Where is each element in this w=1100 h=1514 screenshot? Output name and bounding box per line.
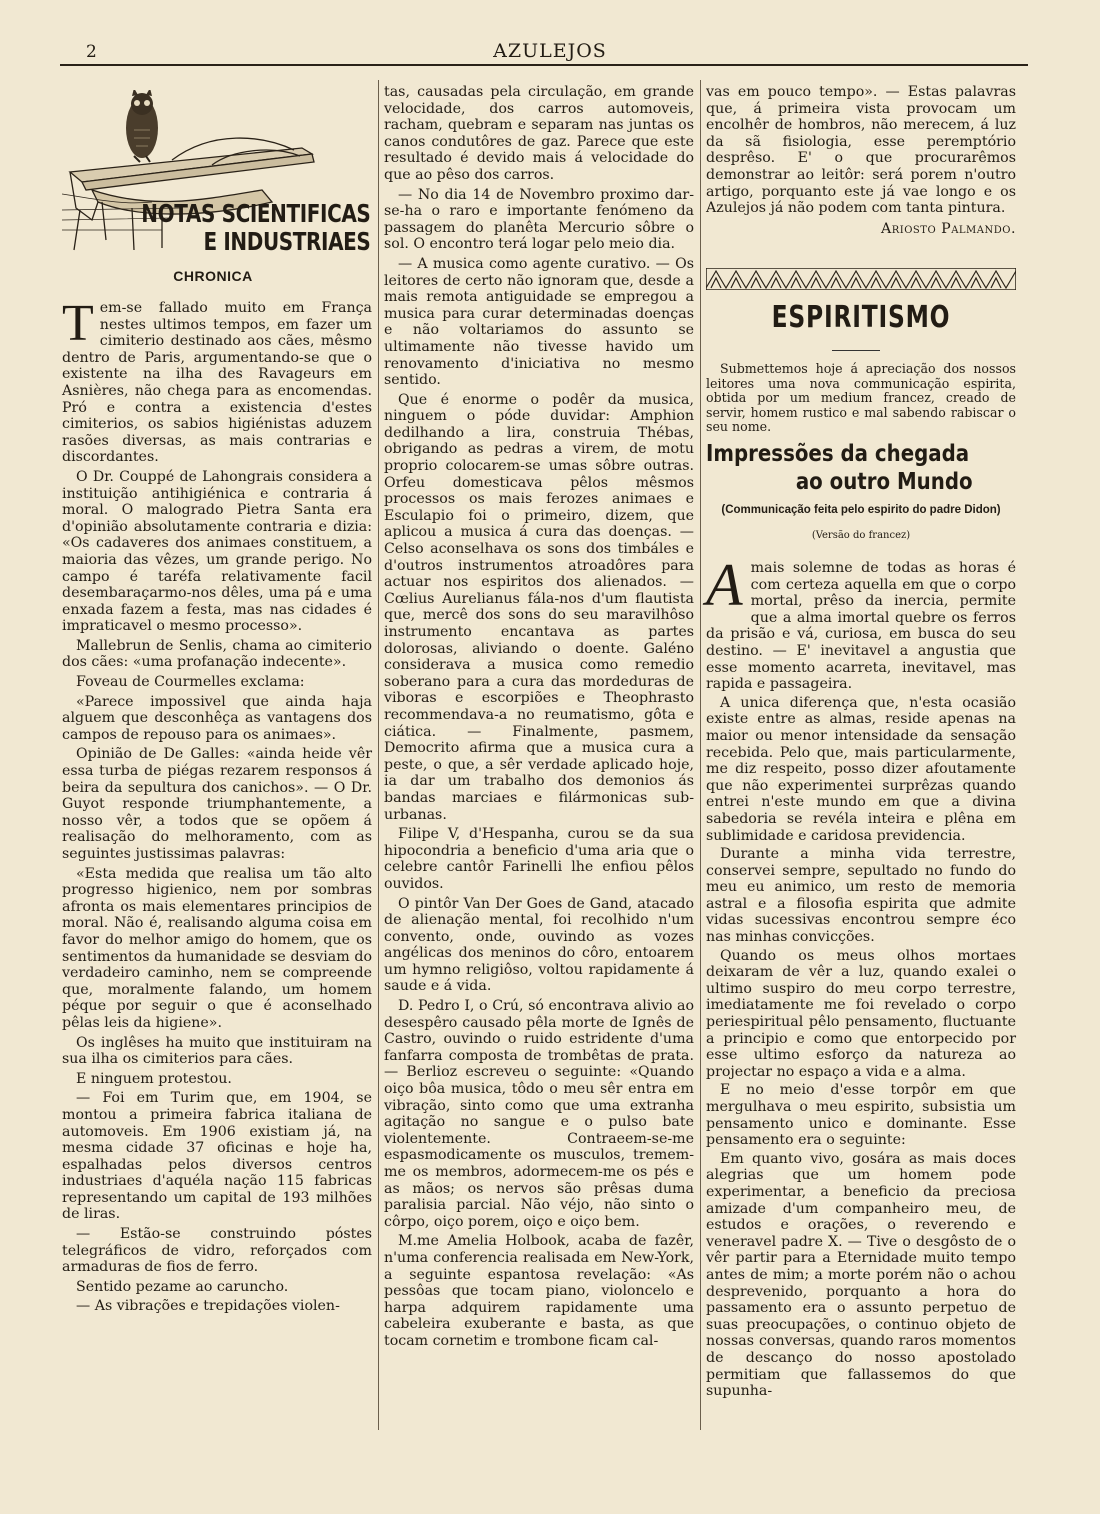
paragraph: Durante a minha vida terrestre, conservei sempre, sepultado no fundo do meu eu animico, um resto de memoria astral e a filosofia espirita que admite vidas sucessivas encontrou sempre éco nas minhas convicções. [706, 846, 1016, 946]
separator-rule [832, 350, 880, 351]
article-title-line: ao outro Mundo [795, 469, 973, 495]
paragraph [706, 552, 1016, 693]
communication-note: (Communicação feita pelo espirito do padre Didon) [721, 504, 1001, 516]
paragraph: «Parece impossivel que ainda haja alguem que desconhêça as vantagens dos campos de repouso para os animaes». [62, 693, 372, 743]
header-rule [60, 64, 1028, 66]
paragraph: — A musica como agente curativo. — Os leitores de certo não ignoram que, desde a mais remota antiguidade se empregou a musica para curar determinadas doenças e não voltariamos do assunto se ultimamente não tivesse havido um renovamento d'iniciativa no mesmo sentido. [384, 255, 694, 389]
paragraph: — As vibrações e trepidações violen- [76, 1298, 340, 1315]
paragraph-text: em-se fallado muito em França nestes ultimos tempos, em fazer um cimiterio destinado aos cães, mêsmo dentro de Paris, argumentando-se que o existente na ilha des Ravageurs em Asnières, não chega para as encomendas. Pró e contra a existencia d'estes cimiterios, os sabios higiénistas aduzem rasões diversas, as mais contrarias e discordantes. [62, 300, 372, 466]
drop-cap: T [62, 295, 94, 352]
paragraph: tas, causadas pela circulação, em grande velocidade, dos carros automoveis, racham, quebram e separam nas juntas os canos condutôres de gaz. Parece que este resultado é devido mais á velocidade do que ao pêso dos carros. [384, 84, 694, 183]
column-divider [700, 80, 701, 1430]
intro-paragraph: Submettemos hoje á apreciação dos nossos leitores uma nova communicação espirita, obtida por um medium francez, creado de servir, homem rustico e mal sabendo rabiscar o seu nome. [706, 361, 1016, 434]
paragraph: — Foi em Turim que, em 1904, se montou a primeira fabrica italiana de automoveis. Em 1906 existiam já, na mesma cidade 37 oficinas e hoje ha, espalhadas pelos diversos centros industriaes d'aquéla nação 115 fabricas representando um capital de 193 milhões de liras. [62, 1090, 372, 1223]
section-title-line: NOTAS SCIENTIFICAS [140, 199, 370, 228]
running-title: AZULEJOS [493, 40, 607, 62]
article-title-line: Impressões da chegada [706, 441, 970, 467]
ornamental-border-icon [706, 268, 1016, 290]
column-1 [62, 295, 372, 1318]
paragraph: Foveau de Courmelles exclama: [76, 674, 305, 691]
paragraph: D. Pedro I, o Crú, só encontrava alivio ao desespêro causado pêla morte de Ignês de Castro, ouvindo o ruido estridente d'uma fanfarra composta de trombêtas de prata. — Berlioz escreveu o seguinte: «Quando oiço bôa musica, tôdo o meu sêr entra em vibração, sinto como que uma extranha agitação no sangue e o pulso bate violentemente. Contraeem-se-me espasmodicamente os musculos, tremem-me os membros, adormecem-me os pés e as mãos; os nervos são prêsas duma paralisia parcial. Não véjo, não sinto o côrpo, oiço porem, oiço e oiço bem. [384, 998, 694, 1230]
article-title [706, 440, 973, 496]
column-2 [384, 84, 694, 1353]
column-divider [378, 80, 379, 1430]
paragraph: Que é enorme o podêr da musica, ninguem o póde duvidar: Amphion dedilhando a lira, construia Thébas, obrigando as pedras a virem, de motu proprio colocarem-se umas sôbre outras. Orfeu domesticava pêlos mêsmos processos os mais ferozes animaes e Esculapio foi o primeiro, dizem, que aplicou a musica á cura das doenças. — Celso aconselhava os sons dos timbáles e d'outros instrumentos atroadôres para actuar nos espiritos dos alienados. — Cœlius Aurelianus fála-nos d'um flautista que, mercê dos sons do seu maravilhôso instrumento encantava as partes dolorosas, aliviando o doente. Galéno considerava a musica como remedio soberano para a cura das mordeduras de viboras e escorpiões e Theophrasto recommendava-a no reumatismo, gôta e ciática. — Finalmente, pasmem, Democrito afirma que a musica cura a peste, o que, a sêr verdade aplicado hoje, ia dar um trabalho dos demonios ás bandas marciaes e filármonicas sub-urbanas. [384, 391, 694, 823]
paragraph: Opinião de De Galles: «ainda heide vêr essa turba de piégas rezarem responsos á beira da sepultura dos canichos». — O Dr. Guyot responde triumphantemente, a nosso vêr, a todos que se opõem á realisação do melhoramento, com as seguintes justissimas palavras: [62, 746, 372, 862]
paragraph: M.me Amelia Holbook, acaba de fazêr, n'uma conferencia realisada em New-York, a seguinte espantosa revelação: «As pessôas que tocam piano, violoncelo e harpa adquirem rapidamente uma cabeleira exuberante e basta, as que tocam cornetim e trombone ficam cal- [384, 1233, 694, 1349]
section-title [141, 200, 370, 256]
paragraph: Quando os meus olhos mortaes deixaram de vêr a luz, quando exalei o ultimo suspiro do meu corpo terrestre, imediatamente me foi revelado o corpo periespiritual pêlo pensamento, fluctuante a principio e como que entorpecido por esse ultimo esforço da natureza ao projectar no espaço a vida e a alma. [706, 947, 1016, 1080]
paragraph: — Estão-se construindo póstes telegráficos de vidro, reforçados com armaduras de fios de ferro. [62, 1226, 372, 1276]
section-title-line: E INDUSTRIAES [203, 227, 370, 256]
owl-illustration [62, 90, 374, 260]
paragraph: Sentido pezame ao caruncho. [76, 1278, 289, 1295]
paragraph: E no meio d'esse torpôr em que mergulhava o meu espirito, subsistia um pensamento unico e dominante. Esse pensamento era o seguinte: [706, 1082, 1016, 1149]
espiritismo-title: ESPIRITISMO [771, 300, 951, 335]
paragraph: Mallebrun de Senlis, chama ao cimiterio dos cães: «uma profanação indecente». [62, 637, 372, 671]
paragraph [62, 295, 372, 466]
paragraph: «Esta medida que realisa um tão alto progresso higienico, nem por sombras afronta os mais elementares principios de moral. Não é, realisando alguma coisa em favor do melhor amigo do homem, que os sentimentos da humanidade se desviam do verdadeiro caminho, nem se compreende que, moralmente falando, um homem péque por seguir o que é aconselhado pêlas leis da higiene». [62, 865, 372, 1031]
paragraph: — No dia 14 de Novembro proximo dar-se-ha o raro e importante fenómeno da passagem do planêta Mercurio sôbre o sol. O encontro terá logar pelo meio dia. [384, 186, 694, 253]
paragraph: vas em pouco tempo». — Estas palavras que, á primeira vista provocam um encolhêr de hombros, não merecem, á luz da sã fisiologia, esse peremptório desprêso. E' o que procurarêmos demonstrar ao leitôr: será porem n'outro artigo, porquanto este já vae longo e os Azulejos já não podem com tanta pintura. [706, 84, 1016, 217]
paragraph: A unica diferença que, n'esta ocasião existe entre as almas, reside apenas na maior ou menor intensidade da sensação recebida. Pelo que, mais particularmente, me diz respeito, posso dizer afoutamente que não experimentei surprêzas quando entrei n'este mundo em que a divina sabedoria se revéla inteira e plêna em sublimidade e caridosa previdencia. [706, 694, 1016, 844]
paragraph: E ninguem protestou. [76, 1070, 232, 1087]
translation-note: (Versão do francez) [811, 530, 911, 541]
section-subtitle: CHRONICA [173, 268, 253, 284]
column-3 [706, 84, 1016, 240]
column-3-article [706, 552, 1016, 1402]
signature: Ariosto Palmando. [881, 220, 1016, 237]
paragraph: Em quanto vivo, gosára as mais doces alegrias que um homem pode experimentar, a beneficio da preciosa amizade d'um companheiro meu, de estudos e orações, o reverendo e veneravel padre X. — Tive o desgôsto de o vêr partir para a Eternidade muito tempo antes de mim; a morte porém não o achou desprevenido, porquanto a hora do passamento era o assunto perpetuo de suas preocupações, o continuo objeto de nossas conversas, quando raros momentos de descanço do nosso apostolado permitiam que fallassemos do que supunha- [706, 1150, 1016, 1400]
drop-cap: A [706, 552, 743, 618]
page-number: 2 [86, 42, 97, 62]
paragraph: O Dr. Couppé de Lahongrais considera a instituição antihigiénica e contraria á moral. O malogrado Pietra Santa era d'opinião absolutamente contraria e dizia: «Os cadaveres dos animaes constituem, a maioria das vêzes, um grande perigo. No campo é taréfa relativamente facil desembaraçarmo-nos dêles, uma pá e uma enxada fazem a festa, mas nas cidades é impraticavel o mesmo processo». [62, 468, 372, 635]
paragraph: Filipe V, d'Hespanha, curou se da sua hipocondria a beneficio d'uma aria que o celebre cantôr Farinelli lhe enfiou pêlos ouvidos. [384, 826, 694, 892]
paragraph-text: mais solemne de todas as horas é com certeza aquella em que o corpo mortal, prêso da inercia, permite que a alma imortal quebre os ferros da prisão e vá, curiosa, em busca do seu destino. — E' inevitavel a angustia que esse momento acarreta, inevitavel, mas rapida e passageira. [706, 560, 1016, 693]
paragraph: Os inglêses ha muito que instituiram na sua ilha os cimiterios para cães. [62, 1034, 372, 1068]
paragraph: O pintôr Van Der Goes de Gand, atacado de alienação mental, foi recolhido n'um convento, onde, ouvindo as vozes angélicas dos meninos do côro, entoarem um hymno religiôso, voltou rapidamente á saude e á vida. [384, 895, 694, 995]
